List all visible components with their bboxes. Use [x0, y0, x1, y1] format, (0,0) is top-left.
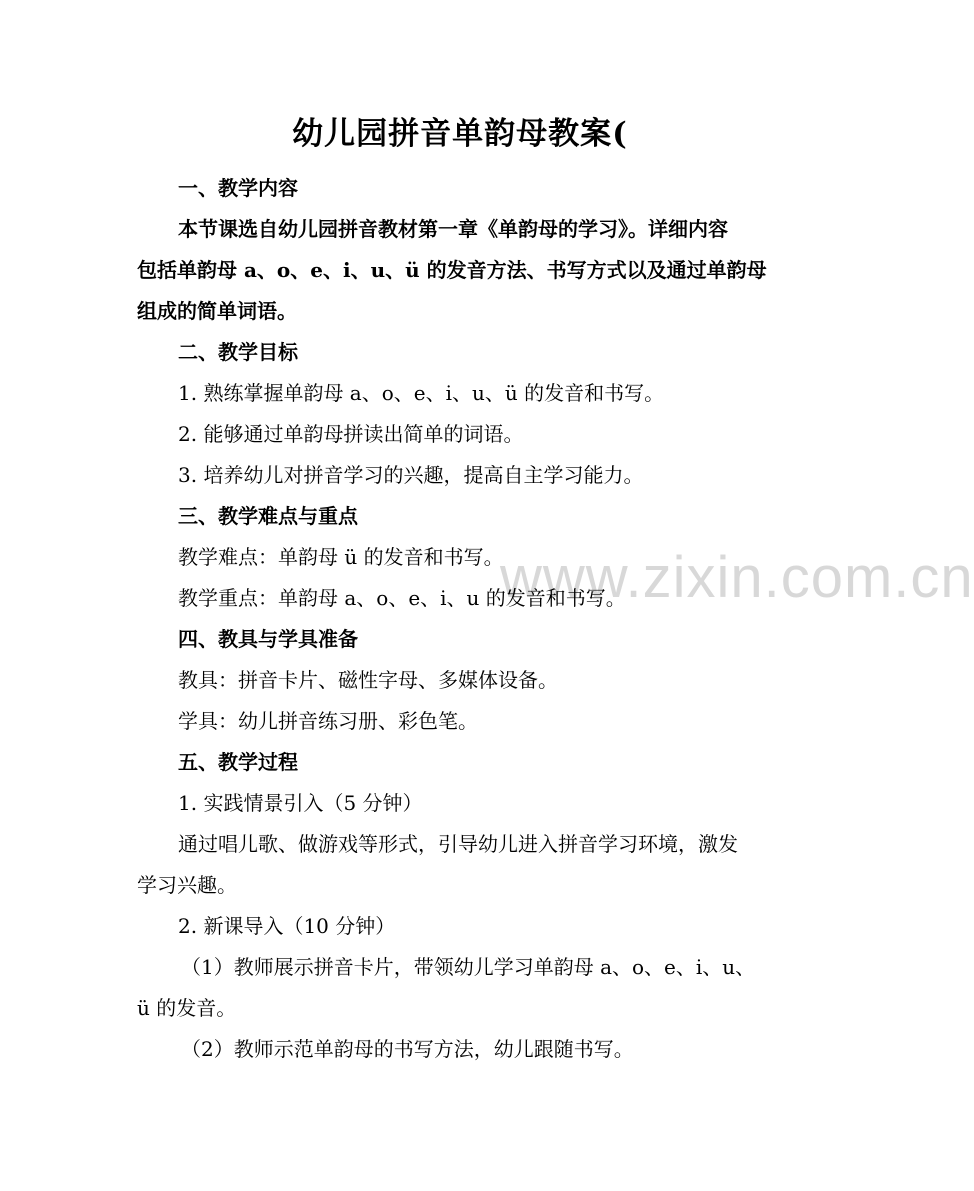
sub-item-continuation: ü 的发音。: [137, 996, 237, 1020]
document-title: 幼儿园拼音单韵母教案(: [292, 116, 628, 152]
sub-item: （1）教师展示拼音卡片，带领幼儿学习单韵母 a、o、e、i、u、: [181, 955, 756, 979]
list-item: 3. 培养幼儿对拼音学习的兴趣，提高自主学习能力。: [178, 463, 644, 487]
paragraph-line: 教学难点：单韵母 ü 的发音和书写。: [178, 545, 504, 569]
paragraph-line: 教具：拼音卡片、磁性字母、多媒体设备。: [178, 668, 558, 692]
list-item: 2. 新课导入（10 分钟）: [178, 914, 396, 938]
watermark: www.zixin.com.cn: [500, 545, 974, 610]
sub-item: （2）教师示范单韵母的书写方法，幼儿跟随书写。: [181, 1037, 634, 1061]
list-item: 2. 能够通过单韵母拼读出简单的词语。: [178, 422, 524, 446]
paragraph-line: 本节课选自幼儿园拼音教材第一章《单韵母的学习》。详细内容: [178, 217, 728, 241]
list-item: 1. 熟练掌握单韵母 a、o、e、i、u、ü 的发音和书写。: [178, 381, 665, 405]
paragraph-line: 通过唱儿歌、做游戏等形式，引导幼儿进入拼音学习环境，激发: [178, 832, 738, 856]
section-heading-content: 一、教学内容: [178, 176, 298, 200]
paragraph-line: 教学重点：单韵母 a、o、e、i、u 的发音和书写。: [178, 586, 626, 610]
section-heading-process: 五、教学过程: [178, 750, 298, 774]
list-item: 1. 实践情景引入（5 分钟）: [178, 791, 423, 815]
section-heading-key-points: 三、教学难点与重点: [178, 504, 358, 528]
section-heading-materials: 四、教具与学具准备: [178, 627, 358, 651]
paragraph-line: 包括单韵母 a、o、e、i、u、ü 的发音方法、书写方式以及通过单韵母: [137, 258, 767, 282]
paragraph-line: 学具：幼儿拼音练习册、彩色笔。: [178, 709, 478, 733]
section-heading-objectives: 二、教学目标: [178, 340, 298, 364]
paragraph-line: 学习兴趣。: [137, 873, 237, 897]
paragraph-line: 组成的简单词语。: [137, 299, 297, 323]
